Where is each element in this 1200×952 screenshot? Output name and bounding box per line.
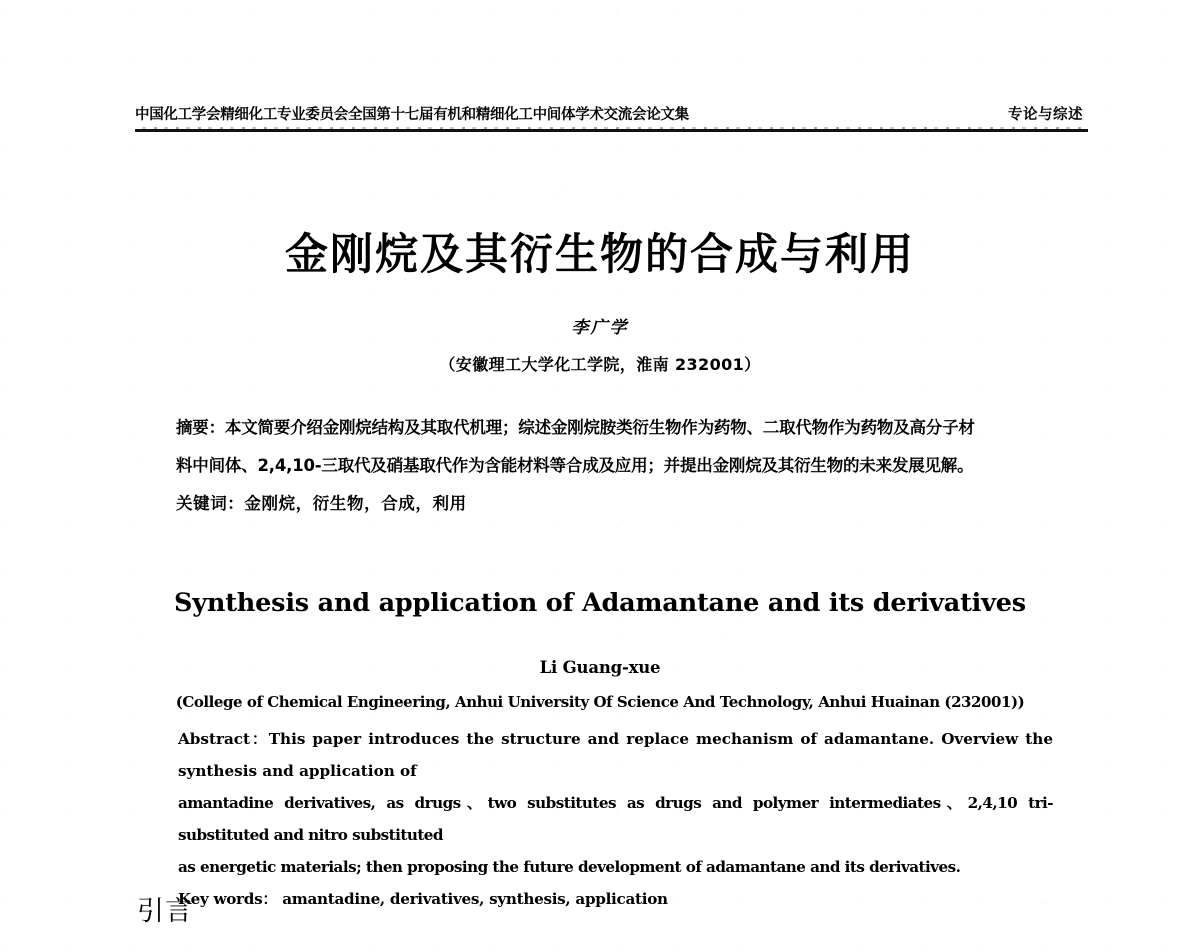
english-abstract-line-3: as energetic materials; then proposing the future development of adamantane and its derivatives. — [178, 858, 961, 876]
running-header-right-text: 专论与综述 — [1008, 106, 1083, 123]
english-author: Li Guang-xue — [539, 658, 661, 677]
chinese-abstract-line-2: 料中间体、2,4,10-三取代及硝基取代作为含能材料等合成及应用；并提出金刚烷及其衍生物的未来发展见解。 — [176, 456, 974, 475]
chinese-author: 李广学 — [571, 318, 629, 338]
header-divider-rule — [135, 129, 1088, 132]
english-keywords: Key words： amantadine, derivatives, synthesis, application — [178, 890, 668, 908]
english-affiliation: (College of Chemical Engineering, Anhui University Of Science And Technology, Anhui Huainan (232001)) — [175, 693, 1025, 711]
clipped-body-text-line — [178, 941, 1058, 952]
chinese-affiliation: （安徽理工大学化工学院，淮南 232001） — [439, 355, 761, 374]
english-title: Synthesis and application of Adamantane and its derivatives — [174, 588, 1026, 618]
chinese-keywords: 关键词：金刚烷，衍生物，合成，利用 — [176, 494, 467, 513]
running-header — [135, 98, 1085, 122]
english-abstract-line-1: Abstract：This paper introduces the structure and replace mechanism of adamantane. Overview the synthesis and application of — [178, 730, 1053, 780]
section-heading-introduction: 引言 — [137, 896, 193, 927]
english-abstract-block — [178, 723, 1053, 915]
chinese-title: 金刚烷及其衍生物的合成与利用 — [285, 230, 915, 280]
running-header-left-text: 中国化工学会精细化工专业委员会全国第十七届有机和精细化工中间体学术交流会论文集 — [135, 106, 689, 123]
chinese-abstract-line-1: 摘要：本文简要介绍金刚烷结构及其取代机理；综述金刚烷胺类衍生物作为药物、二取代物作为药物及高分子材 — [176, 418, 975, 437]
english-abstract-line-2: amantadine derivatives, as drugs、two substitutes as drugs and polymer intermediates、2,4,10 tri-substituted and nitro substituted — [178, 794, 1053, 844]
chinese-abstract-block — [176, 412, 1021, 526]
